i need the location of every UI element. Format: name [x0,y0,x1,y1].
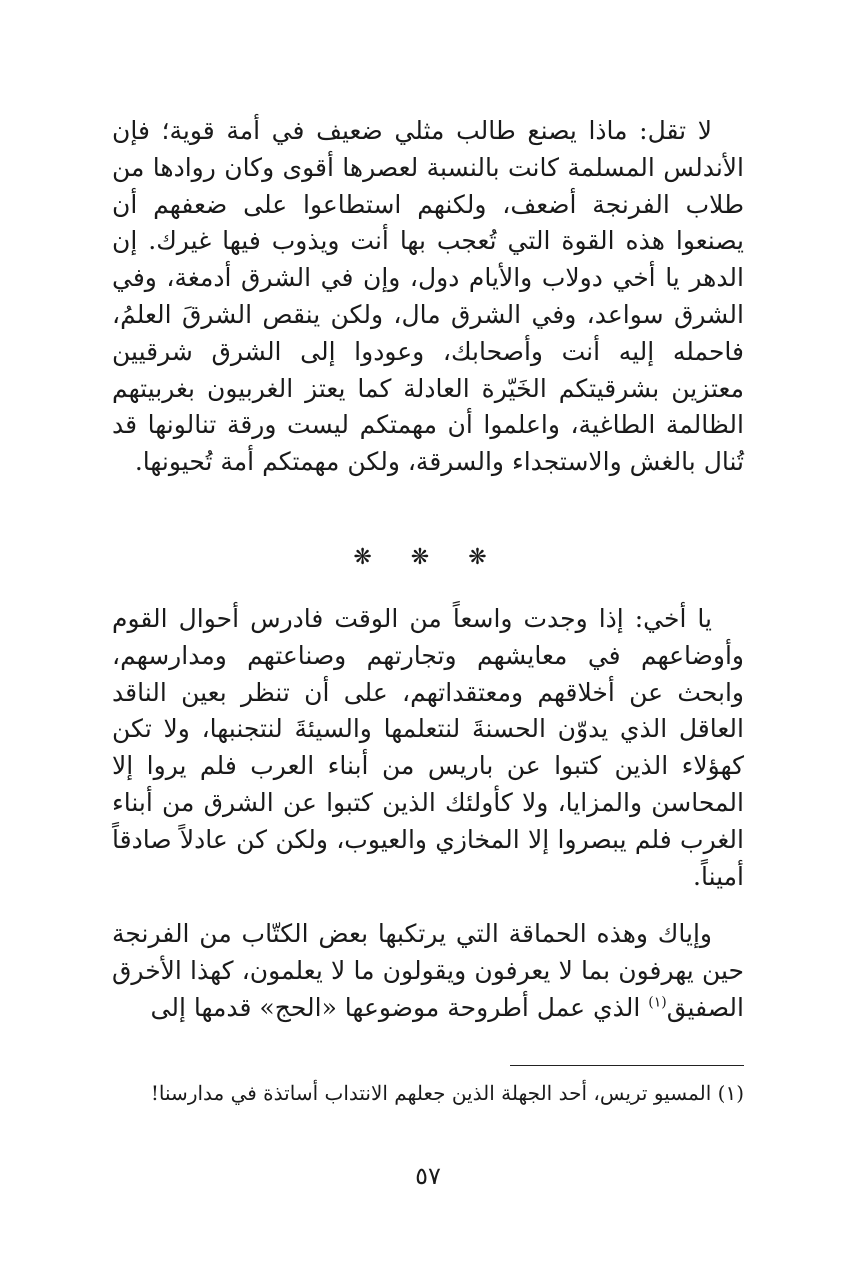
footnote-divider [510,1065,744,1066]
paragraph-3-text-start: وإياك وهذه الحماقة التي يرتكبها بعض الكتّاب من الفرنجة حين يهرفون بما لا يعرفون ويقولون ما لا يعلمون، كهذا الأخرق الصفيق [112,919,744,1022]
paragraph-1 [112,113,744,481]
footnote: (١) المسيو تريس، أحد الجهلة الذين جعلهم الانتداب أساتذة في مدارسنا! [150,1081,744,1105]
paragraph-3 [112,916,744,1026]
paragraph-1-text: لا تقل: ماذا يصنع طالب مثلي ضعيف في أمة قوية؛ فإن الأندلس المسلمة كانت بالنسبة لعصرها أقوى وكان روادها من طلاب الفرنجة أضعف، ولكنهم استطاعوا على ضعفهم أن يصنعوا هذه القوة التي تُعجب بها أنت ويذوب فيها غيرك. إن الدهر يا أخي دولاب والأيام دول، وإن في الشرق أدمغة، وفي الشرق سواعد، وفي الشرق مال، ولكن ينقص الشرقَ العلمُ، فاحمله إليه أنت وأصحابك، وعودوا إلى الشرق شرقيين معتزين بشرقيتكم الخَيّرة العادلة كما يعتز الغربيون بغربيتهم الظالمة الطاغية، واعلموا أن مهمتكم ليست ورقة تنالونها قد تُنال بالغش والاستجداء والسرقة، ولكن مهمتكم أمة تُحيونها. [112,116,744,477]
paragraph-3-text-end: الذي عمل أطروحة موضوعها «الحج» قدمها إلى [150,992,649,1022]
page-number: ٥٧ [415,1162,441,1190]
paragraph-2-text: يا أخي: إذا وجدت واسعاً من الوقت فادرس أحوال القوم وأوضاعهم في معايشهم وتجارتهم وصناعتهم ومدارسهم، وابحث عن أخلاقهم ومعتقداتهم، على أن تنظر بعين الناقد العاقل الذي يدوّن الحسنةَ لنتعلمها والسيئةَ لنتجنبها، ولا تكن كهؤلاء الذين كتبوا عن باريس من أبناء العرب فلم يروا إلا المحاسن والمزايا، ولا كأولئك الذين كتبوا عن الشرق من أبناء الغرب فلم يبصروا إلا المخازي والعيوب، ولكن كن عادلاً صادقاً أميناً. [112,604,744,891]
footnote-marker: (١) [648,994,667,1011]
section-separator: ❋ ❋ ❋ [353,545,503,570]
paragraph-2 [112,601,744,895]
paragraph-3-text [112,916,744,1026]
